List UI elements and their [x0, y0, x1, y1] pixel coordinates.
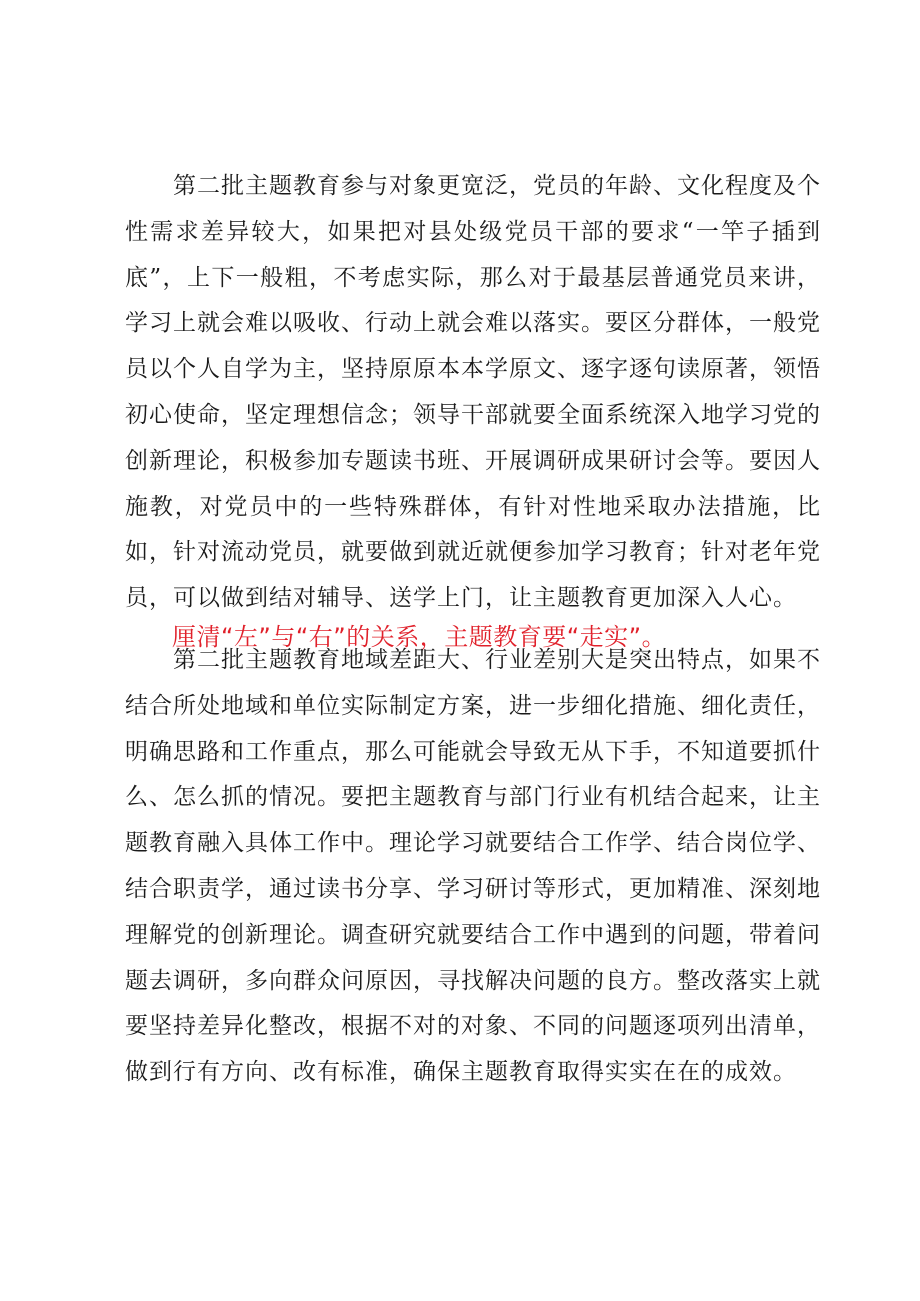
section-heading: 厘清“左”与“右”的关系，主题教育要“走实”。 [172, 623, 667, 651]
body-paragraph-2: 第二批主题教育地域差距大、行业差别大是突出特点，如果不结合所处地域和单位实际制定方案，进一步细化措施、细化责任，明确思路和工作重点，那么可能就会导致无从下手，不知道要抓什么、怎么抓的情况。要把主题教育与部门行业有机结合起来，让主题教育融入具体工作中。理论学习就要结合工作学、结合岗位学、结合职责学，通过读书分享、学习研讨等形式，更加精准、深刻地理解党的创新理论。调查研究就要结合工作中遇到的问题，带着问题去调研，多向群众问原因，寻找解决问题的良方。整改落实上就要坚持差异化整改，根据不对的对象、不同的问题逐项列出清单，做到行有方向、改有标准，确保主题教育取得实实在在的成效。 [125, 647, 821, 1086]
body-paragraph-1: 第二批主题教育参与对象更宽泛，党员的年龄、文化程度及个性需求差异较大，如果把对县处级党员干部的要求“一竿子插到底”，上下一般粗，不考虑实际，那么对于最基层普通党员来讲，学习上就会难以吸收、行动上就会难以落实。要区分群体，一般党员以个人自学为主，坚持原原本本学原文、逐字逐句读原著，领悟初心使命，坚定理想信念；领导干部就要全面系统深入地学习党的创新理论，积极参加专题读书班、开展调研成果研讨会等。要因人施教，对党员中的一些特殊群体，有针对性地采取办法措施，比如，针对流动党员，就要做到就近就便参加学习教育；针对老年党员，可以做到结对辅导、送学上门，让主题教育更加深入人心。 [125, 173, 821, 612]
